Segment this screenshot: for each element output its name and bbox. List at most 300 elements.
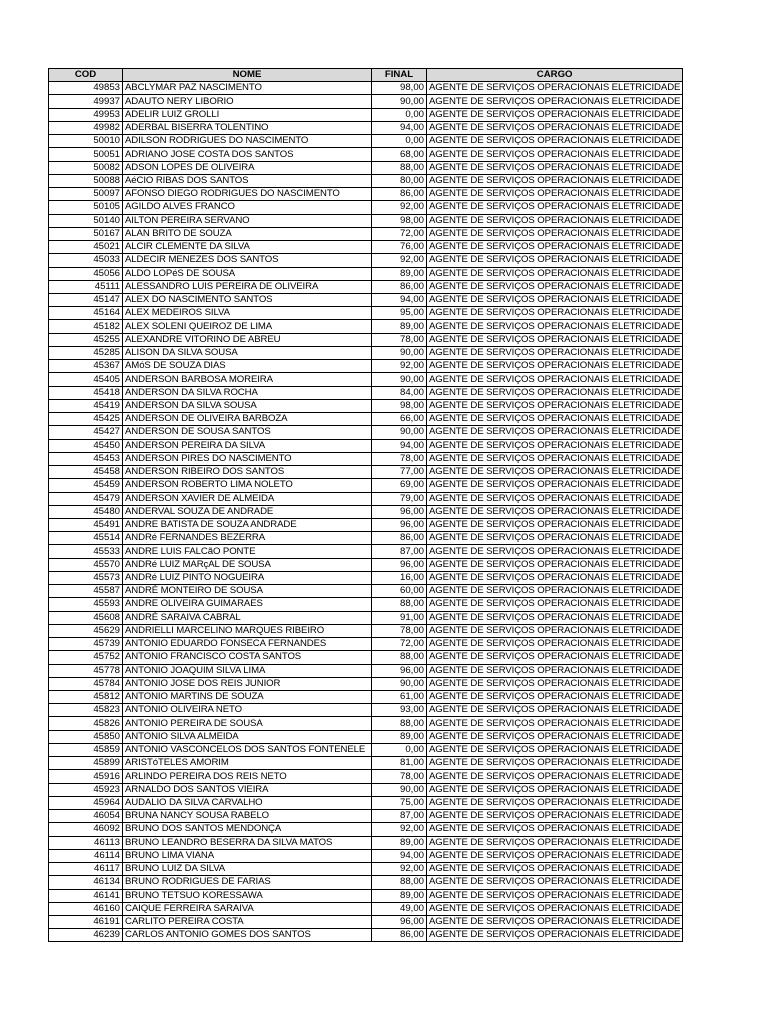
cell-nome: ALEXANDRE VITORINO DE ABREU [123, 333, 372, 346]
cell-nome: ANTONIO MARTINS DE SOUZA [123, 691, 372, 704]
cell-final: 72,00 [372, 227, 427, 240]
cell-nome: ALCIR CLEMENTE DA SILVA [123, 241, 372, 254]
cell-cargo: AGENTE DE SERVIÇOS OPERACIONAIS ELETRICIDADE [427, 227, 683, 240]
cell-nome: ANDERSON BARBOSA MOREIRA [123, 373, 372, 386]
cell-final: 0,00 [372, 135, 427, 148]
cell-cod: 49953 [49, 108, 123, 121]
cell-final: 94,00 [372, 293, 427, 306]
cell-cargo: AGENTE DE SERVIÇOS OPERACIONAIS ELETRICIDADE [427, 307, 683, 320]
cell-cod: 45056 [49, 267, 123, 280]
cell-final: 91,00 [372, 611, 427, 624]
cell-nome: BRUNA NANCY SOUSA RABELO [123, 810, 372, 823]
cell-final: 84,00 [372, 386, 427, 399]
cell-cod: 45418 [49, 386, 123, 399]
cell-final: 89,00 [372, 836, 427, 849]
cell-cargo: AGENTE DE SERVIÇOS OPERACIONAIS ELETRICIDADE [427, 757, 683, 770]
cell-cod: 45812 [49, 691, 123, 704]
cell-cod: 49853 [49, 82, 123, 95]
cell-nome: ANDRé LUIZ MARçAL DE SOUSA [123, 558, 372, 571]
cell-cargo: AGENTE DE SERVIÇOS OPERACIONAIS ELETRICIDADE [427, 518, 683, 531]
cell-cargo: AGENTE DE SERVIÇOS OPERACIONAIS ELETRICIDADE [427, 241, 683, 254]
cell-nome: ANDRé LUIZ PINTO NOGUEIRA [123, 571, 372, 584]
cell-cargo: AGENTE DE SERVIÇOS OPERACIONAIS ELETRICIDADE [427, 638, 683, 651]
cell-cod: 45629 [49, 624, 123, 637]
cell-nome: ADELIR LUIZ GROLLI [123, 108, 372, 121]
table-row [49, 174, 683, 187]
cell-final: 49,00 [372, 902, 427, 915]
cell-final: 89,00 [372, 267, 427, 280]
cell-cod: 45147 [49, 293, 123, 306]
table-row [49, 889, 683, 902]
cell-cod: 45459 [49, 479, 123, 492]
table-row [49, 399, 683, 412]
table-row [49, 810, 683, 823]
cell-cod: 45570 [49, 558, 123, 571]
cell-final: 96,00 [372, 505, 427, 518]
cell-cargo: AGENTE DE SERVIÇOS OPERACIONAIS ELETRICIDADE [427, 82, 683, 95]
cell-cargo: AGENTE DE SERVIÇOS OPERACIONAIS ELETRICIDADE [427, 796, 683, 809]
cell-final: 0,00 [372, 743, 427, 756]
cell-cargo: AGENTE DE SERVIÇOS OPERACIONAIS ELETRICIDADE [427, 664, 683, 677]
table-row [49, 214, 683, 227]
table-row [49, 743, 683, 756]
cell-cargo: AGENTE DE SERVIÇOS OPERACIONAIS ELETRICIDADE [427, 413, 683, 426]
cell-cargo: AGENTE DE SERVIÇOS OPERACIONAIS ELETRICIDADE [427, 558, 683, 571]
cell-cargo: AGENTE DE SERVIÇOS OPERACIONAIS ELETRICIDADE [427, 929, 683, 942]
cell-nome: ANTONIO SILVA ALMEIDA [123, 730, 372, 743]
cell-cargo: AGENTE DE SERVIÇOS OPERACIONAIS ELETRICIDADE [427, 161, 683, 174]
table-row [49, 492, 683, 505]
table-row [49, 902, 683, 915]
cell-cargo: AGENTE DE SERVIÇOS OPERACIONAIS ELETRICIDADE [427, 492, 683, 505]
cell-nome: ANDRE LUIS FALCãO PONTE [123, 545, 372, 558]
cell-cod: 49982 [49, 121, 123, 134]
cell-cargo: AGENTE DE SERVIÇOS OPERACIONAIS ELETRICIDADE [427, 267, 683, 280]
cell-cargo: AGENTE DE SERVIÇOS OPERACIONAIS ELETRICIDADE [427, 95, 683, 108]
cell-cod: 45480 [49, 505, 123, 518]
cell-nome: ADRIANO JOSE COSTA DOS SANTOS [123, 148, 372, 161]
table-header [49, 69, 683, 82]
cell-final: 88,00 [372, 598, 427, 611]
table-row [49, 770, 683, 783]
cell-final: 78,00 [372, 770, 427, 783]
table-row [49, 201, 683, 214]
cell-nome: BRUNO DOS SANTOS MENDONÇA [123, 823, 372, 836]
cell-final: 78,00 [372, 452, 427, 465]
cell-final: 90,00 [372, 95, 427, 108]
cell-final: 81,00 [372, 757, 427, 770]
cell-final: 90,00 [372, 346, 427, 359]
cell-cargo: AGENTE DE SERVIÇOS OPERACIONAIS ELETRICIDADE [427, 783, 683, 796]
cell-nome: ANTONIO JOSE DOS REIS JUNIOR [123, 677, 372, 690]
cell-final: 86,00 [372, 929, 427, 942]
cell-final: 77,00 [372, 466, 427, 479]
cell-final: 89,00 [372, 320, 427, 333]
cell-cargo: AGENTE DE SERVIÇOS OPERACIONAIS ELETRICIDADE [427, 876, 683, 889]
header-row [49, 69, 683, 82]
cell-cod: 50105 [49, 201, 123, 214]
cell-cargo: AGENTE DE SERVIÇOS OPERACIONAIS ELETRICIDADE [427, 902, 683, 915]
table-row [49, 439, 683, 452]
cell-cargo: AGENTE DE SERVIÇOS OPERACIONAIS ELETRICIDADE [427, 333, 683, 346]
table-row [49, 677, 683, 690]
cell-cod: 50097 [49, 188, 123, 201]
table-row [49, 571, 683, 584]
cell-final: 86,00 [372, 280, 427, 293]
cell-final: 90,00 [372, 783, 427, 796]
cell-nome: ANDRÉ MONTEIRO DE SOUSA [123, 585, 372, 598]
cell-final: 87,00 [372, 545, 427, 558]
cell-cargo: AGENTE DE SERVIÇOS OPERACIONAIS ELETRICIDADE [427, 717, 683, 730]
header-cod: COD [49, 69, 123, 82]
table-row [49, 82, 683, 95]
cell-cargo: AGENTE DE SERVIÇOS OPERACIONAIS ELETRICIDADE [427, 254, 683, 267]
cell-cod: 50010 [49, 135, 123, 148]
table-row [49, 638, 683, 651]
cell-cod: 46160 [49, 902, 123, 915]
table-row [49, 704, 683, 717]
cell-nome: ALDO LOPéS DE SOUSA [123, 267, 372, 280]
table-row [49, 691, 683, 704]
cell-cargo: AGENTE DE SERVIÇOS OPERACIONAIS ELETRICIDADE [427, 889, 683, 902]
cell-final: 92,00 [372, 201, 427, 214]
cell-cod: 46092 [49, 823, 123, 836]
cell-cargo: AGENTE DE SERVIÇOS OPERACIONAIS ELETRICIDADE [427, 214, 683, 227]
table-row [49, 241, 683, 254]
table-row [49, 876, 683, 889]
table-row [49, 108, 683, 121]
table-row [49, 717, 683, 730]
cell-final: 61,00 [372, 691, 427, 704]
cell-nome: ANDERSON DE SOUSA SANTOS [123, 426, 372, 439]
cell-cod: 45182 [49, 320, 123, 333]
cell-final: 87,00 [372, 810, 427, 823]
cell-final: 88,00 [372, 651, 427, 664]
table-row [49, 360, 683, 373]
table-row [49, 280, 683, 293]
cell-final: 93,00 [372, 704, 427, 717]
cell-cod: 45608 [49, 611, 123, 624]
cell-nome: ANTONIO JOAQUIM SILVA LIMA [123, 664, 372, 677]
cell-cargo: AGENTE DE SERVIÇOS OPERACIONAIS ELETRICIDADE [427, 810, 683, 823]
cell-cod: 46117 [49, 863, 123, 876]
cell-cod: 45491 [49, 518, 123, 531]
table-row [49, 227, 683, 240]
table-row [49, 307, 683, 320]
table-row [49, 426, 683, 439]
cell-final: 88,00 [372, 876, 427, 889]
cell-nome: ADAUTO NERY LIBORIO [123, 95, 372, 108]
table-row [49, 783, 683, 796]
cell-cod: 45752 [49, 651, 123, 664]
cell-cod: 45021 [49, 241, 123, 254]
table-row [49, 545, 683, 558]
cell-cargo: AGENTE DE SERVIÇOS OPERACIONAIS ELETRICIDADE [427, 545, 683, 558]
cell-cod: 45450 [49, 439, 123, 452]
cell-cod: 45850 [49, 730, 123, 743]
cell-final: 92,00 [372, 360, 427, 373]
cell-nome: ANDRé FERNANDES BEZERRA [123, 532, 372, 545]
cell-cargo: AGENTE DE SERVIÇOS OPERACIONAIS ELETRICIDADE [427, 135, 683, 148]
table-row [49, 823, 683, 836]
cell-final: 89,00 [372, 730, 427, 743]
table-row [49, 518, 683, 531]
cell-final: 94,00 [372, 849, 427, 862]
cell-nome: ALAN BRITO DE SOUZA [123, 227, 372, 240]
table-row [49, 466, 683, 479]
cell-nome: BRUNO LUIZ DA SILVA [123, 863, 372, 876]
cell-nome: ANTONIO EDUARDO FONSECA FERNANDES [123, 638, 372, 651]
cell-nome: ARNALDO DOS SANTOS VIEIRA [123, 783, 372, 796]
table-row [49, 121, 683, 134]
cell-final: 78,00 [372, 624, 427, 637]
table-row [49, 135, 683, 148]
cell-cod: 50140 [49, 214, 123, 227]
cell-cargo: AGENTE DE SERVIÇOS OPERACIONAIS ELETRICIDADE [427, 624, 683, 637]
table-row [49, 863, 683, 876]
cell-final: 96,00 [372, 916, 427, 929]
table-row [49, 386, 683, 399]
table-row [49, 452, 683, 465]
cell-nome: ADSON LOPES DE OLIVEIRA [123, 161, 372, 174]
table-row [49, 413, 683, 426]
cell-cod: 46239 [49, 929, 123, 942]
cell-nome: ANDRIELLI MARCELINO MARQUES RIBEIRO [123, 624, 372, 637]
table-row [49, 849, 683, 862]
table-row [49, 479, 683, 492]
table-row [49, 148, 683, 161]
cell-nome: ANDERSON PEREIRA DA SILVA [123, 439, 372, 452]
cell-nome: ANDRE OLIVEIRA GUIMARAES [123, 598, 372, 611]
cell-final: 60,00 [372, 585, 427, 598]
table-row [49, 333, 683, 346]
cell-cod: 45419 [49, 399, 123, 412]
cell-cargo: AGENTE DE SERVIÇOS OPERACIONAIS ELETRICIDADE [427, 399, 683, 412]
cell-nome: AMóS DE SOUZA DIAS [123, 360, 372, 373]
cell-final: 16,00 [372, 571, 427, 584]
cell-cargo: AGENTE DE SERVIÇOS OPERACIONAIS ELETRICIDADE [427, 770, 683, 783]
cell-cargo: AGENTE DE SERVIÇOS OPERACIONAIS ELETRICIDADE [427, 691, 683, 704]
cell-nome: CARLOS ANTONIO GOMES DOS SANTOS [123, 929, 372, 942]
cell-nome: AILTON PEREIRA SERVANO [123, 214, 372, 227]
table-row [49, 320, 683, 333]
cell-cod: 45453 [49, 452, 123, 465]
cell-nome: ALISON DA SILVA SOUSA [123, 346, 372, 359]
cell-cargo: AGENTE DE SERVIÇOS OPERACIONAIS ELETRICIDADE [427, 743, 683, 756]
cell-cod: 45739 [49, 638, 123, 651]
cell-cod: 45285 [49, 346, 123, 359]
cell-final: 69,00 [372, 479, 427, 492]
cell-final: 89,00 [372, 889, 427, 902]
cell-cod: 45425 [49, 413, 123, 426]
cell-nome: ANTONIO FRANCISCO COSTA SANTOS [123, 651, 372, 664]
cell-nome: ADILSON RODRIGUES DO NASCIMENTO [123, 135, 372, 148]
cell-nome: AUDALIO DA SILVA CARVALHO [123, 796, 372, 809]
cell-nome: CAIQUE FERREIRA SARAIVA [123, 902, 372, 915]
cell-cod: 45367 [49, 360, 123, 373]
header-final: FINAL [372, 69, 427, 82]
table-row [49, 585, 683, 598]
cell-cod: 45573 [49, 571, 123, 584]
cell-cod: 45427 [49, 426, 123, 439]
table-row [49, 346, 683, 359]
cell-cod: 50082 [49, 161, 123, 174]
cell-cod: 46114 [49, 849, 123, 862]
cell-cod: 45533 [49, 545, 123, 558]
header-nome: NOME [123, 69, 372, 82]
cell-nome: ANDERSON DA SILVA SOUSA [123, 399, 372, 412]
cell-final: 92,00 [372, 823, 427, 836]
cell-nome: ADERBAL BISERRA TOLENTINO [123, 121, 372, 134]
cell-final: 78,00 [372, 333, 427, 346]
cell-nome: ABCLYMAR PAZ NASCIMENTO [123, 82, 372, 95]
cell-nome: CARLITO PEREIRA COSTA [123, 916, 372, 929]
cell-final: 86,00 [372, 188, 427, 201]
table-row [49, 651, 683, 664]
table-row [49, 505, 683, 518]
cell-cargo: AGENTE DE SERVIÇOS OPERACIONAIS ELETRICIDADE [427, 598, 683, 611]
cell-nome: AGILDO ALVES FRANCO [123, 201, 372, 214]
cell-cargo: AGENTE DE SERVIÇOS OPERACIONAIS ELETRICIDADE [427, 346, 683, 359]
table-row [49, 929, 683, 942]
cell-cod: 45823 [49, 704, 123, 717]
cell-nome: AFONSO DIEGO RODRIGUES DO NASCIMENTO [123, 188, 372, 201]
cell-cod: 45916 [49, 770, 123, 783]
cell-final: 92,00 [372, 863, 427, 876]
cell-cod: 45405 [49, 373, 123, 386]
cell-final: 96,00 [372, 664, 427, 677]
cell-cargo: AGENTE DE SERVIÇOS OPERACIONAIS ELETRICIDADE [427, 148, 683, 161]
cell-nome: ALEX DO NASCIMENTO SANTOS [123, 293, 372, 306]
table-row [49, 532, 683, 545]
cell-cargo: AGENTE DE SERVIÇOS OPERACIONAIS ELETRICIDADE [427, 505, 683, 518]
table-row [49, 916, 683, 929]
cell-final: 80,00 [372, 174, 427, 187]
cell-cargo: AGENTE DE SERVIÇOS OPERACIONAIS ELETRICIDADE [427, 373, 683, 386]
cell-cargo: AGENTE DE SERVIÇOS OPERACIONAIS ELETRICIDADE [427, 439, 683, 452]
cell-final: 79,00 [372, 492, 427, 505]
table-row [49, 95, 683, 108]
cell-final: 96,00 [372, 518, 427, 531]
cell-cargo: AGENTE DE SERVIÇOS OPERACIONAIS ELETRICIDADE [427, 823, 683, 836]
table-row [49, 161, 683, 174]
cell-nome: ALDECIR MENEZES DOS SANTOS [123, 254, 372, 267]
cell-cod: 46113 [49, 836, 123, 849]
cell-cargo: AGENTE DE SERVIÇOS OPERACIONAIS ELETRICIDADE [427, 386, 683, 399]
cell-cod: 50051 [49, 148, 123, 161]
cell-nome: ANTONIO PEREIRA DE SOUSA [123, 717, 372, 730]
cell-final: 88,00 [372, 161, 427, 174]
cell-nome: ANDERSON ROBERTO LIMA NOLETO [123, 479, 372, 492]
cell-cargo: AGENTE DE SERVIÇOS OPERACIONAIS ELETRICIDADE [427, 201, 683, 214]
table-row [49, 558, 683, 571]
cell-cod: 50167 [49, 227, 123, 240]
cell-final: 76,00 [372, 241, 427, 254]
cell-final: 98,00 [372, 82, 427, 95]
cell-nome: ANDERSON RIBEIRO DOS SANTOS [123, 466, 372, 479]
cell-cargo: AGENTE DE SERVIÇOS OPERACIONAIS ELETRICIDADE [427, 585, 683, 598]
cell-cargo: AGENTE DE SERVIÇOS OPERACIONAIS ELETRICIDADE [427, 479, 683, 492]
table-row [49, 624, 683, 637]
cell-cod: 45784 [49, 677, 123, 690]
cell-cod: 46054 [49, 810, 123, 823]
table-row [49, 611, 683, 624]
cell-final: 72,00 [372, 638, 427, 651]
cell-cod: 45033 [49, 254, 123, 267]
cell-cod: 46134 [49, 876, 123, 889]
cell-cargo: AGENTE DE SERVIÇOS OPERACIONAIS ELETRICIDADE [427, 360, 683, 373]
cell-cod: 45255 [49, 333, 123, 346]
table-row [49, 664, 683, 677]
cell-cargo: AGENTE DE SERVIÇOS OPERACIONAIS ELETRICIDADE [427, 849, 683, 862]
cell-cargo: AGENTE DE SERVIÇOS OPERACIONAIS ELETRICIDADE [427, 611, 683, 624]
cell-cod: 45111 [49, 280, 123, 293]
cell-final: 68,00 [372, 148, 427, 161]
cell-nome: ARLINDO PEREIRA DOS REIS NETO [123, 770, 372, 783]
cell-cargo: AGENTE DE SERVIÇOS OPERACIONAIS ELETRICIDADE [427, 174, 683, 187]
header-cargo: CARGO [427, 69, 683, 82]
cell-cargo: AGENTE DE SERVIÇOS OPERACIONAIS ELETRICIDADE [427, 863, 683, 876]
cell-cargo: AGENTE DE SERVIÇOS OPERACIONAIS ELETRICIDADE [427, 121, 683, 134]
cell-cod: 45859 [49, 743, 123, 756]
cell-cod: 46191 [49, 916, 123, 929]
cell-cod: 45479 [49, 492, 123, 505]
cell-nome: ANDERVAL SOUZA DE ANDRADE [123, 505, 372, 518]
cell-final: 94,00 [372, 439, 427, 452]
cell-nome: ANDERSON DA SILVA ROCHA [123, 386, 372, 399]
cell-final: 98,00 [372, 214, 427, 227]
cell-nome: ANDRE BATISTA DE SOUZA ANDRADE [123, 518, 372, 531]
cell-nome: ANDERSON PIRES DO NASCIMENTO [123, 452, 372, 465]
cell-nome: ANTONIO VASCONCELOS DOS SANTOS FONTENELE [123, 743, 372, 756]
cell-cod: 45593 [49, 598, 123, 611]
cell-final: 98,00 [372, 399, 427, 412]
cell-cargo: AGENTE DE SERVIÇOS OPERACIONAIS ELETRICIDADE [427, 108, 683, 121]
cell-cargo: AGENTE DE SERVIÇOS OPERACIONAIS ELETRICIDADE [427, 677, 683, 690]
cell-cargo: AGENTE DE SERVIÇOS OPERACIONAIS ELETRICIDADE [427, 426, 683, 439]
cell-nome: ANTONIO OLIVEIRA NETO [123, 704, 372, 717]
cell-cod: 45899 [49, 757, 123, 770]
cell-cod: 45514 [49, 532, 123, 545]
cell-cargo: AGENTE DE SERVIÇOS OPERACIONAIS ELETRICIDADE [427, 730, 683, 743]
cell-nome: AéCIO RIBAS DOS SANTOS [123, 174, 372, 187]
cell-final: 90,00 [372, 426, 427, 439]
cell-nome: ANDERSON DE OLIVEIRA BARBOZA [123, 413, 372, 426]
cell-cargo: AGENTE DE SERVIÇOS OPERACIONAIS ELETRICIDADE [427, 452, 683, 465]
cell-cod: 45826 [49, 717, 123, 730]
cell-final: 0,00 [372, 108, 427, 121]
cell-cargo: AGENTE DE SERVIÇOS OPERACIONAIS ELETRICIDADE [427, 836, 683, 849]
cell-nome: BRUNO LIMA VIANA [123, 849, 372, 862]
results-table [48, 68, 683, 942]
cell-final: 75,00 [372, 796, 427, 809]
table-row [49, 598, 683, 611]
cell-final: 96,00 [372, 558, 427, 571]
cell-cod: 50088 [49, 174, 123, 187]
cell-nome: ALESSANDRO LUIS PEREIRA DE OLIVEIRA [123, 280, 372, 293]
cell-cod: 45164 [49, 307, 123, 320]
cell-cargo: AGENTE DE SERVIÇOS OPERACIONAIS ELETRICIDADE [427, 188, 683, 201]
table-row [49, 836, 683, 849]
cell-cargo: AGENTE DE SERVIÇOS OPERACIONAIS ELETRICIDADE [427, 320, 683, 333]
table-row [49, 188, 683, 201]
cell-cargo: AGENTE DE SERVIÇOS OPERACIONAIS ELETRICIDADE [427, 651, 683, 664]
cell-final: 90,00 [372, 373, 427, 386]
table-row [49, 373, 683, 386]
cell-cargo: AGENTE DE SERVIÇOS OPERACIONAIS ELETRICIDADE [427, 280, 683, 293]
table-row [49, 254, 683, 267]
cell-cod: 45964 [49, 796, 123, 809]
